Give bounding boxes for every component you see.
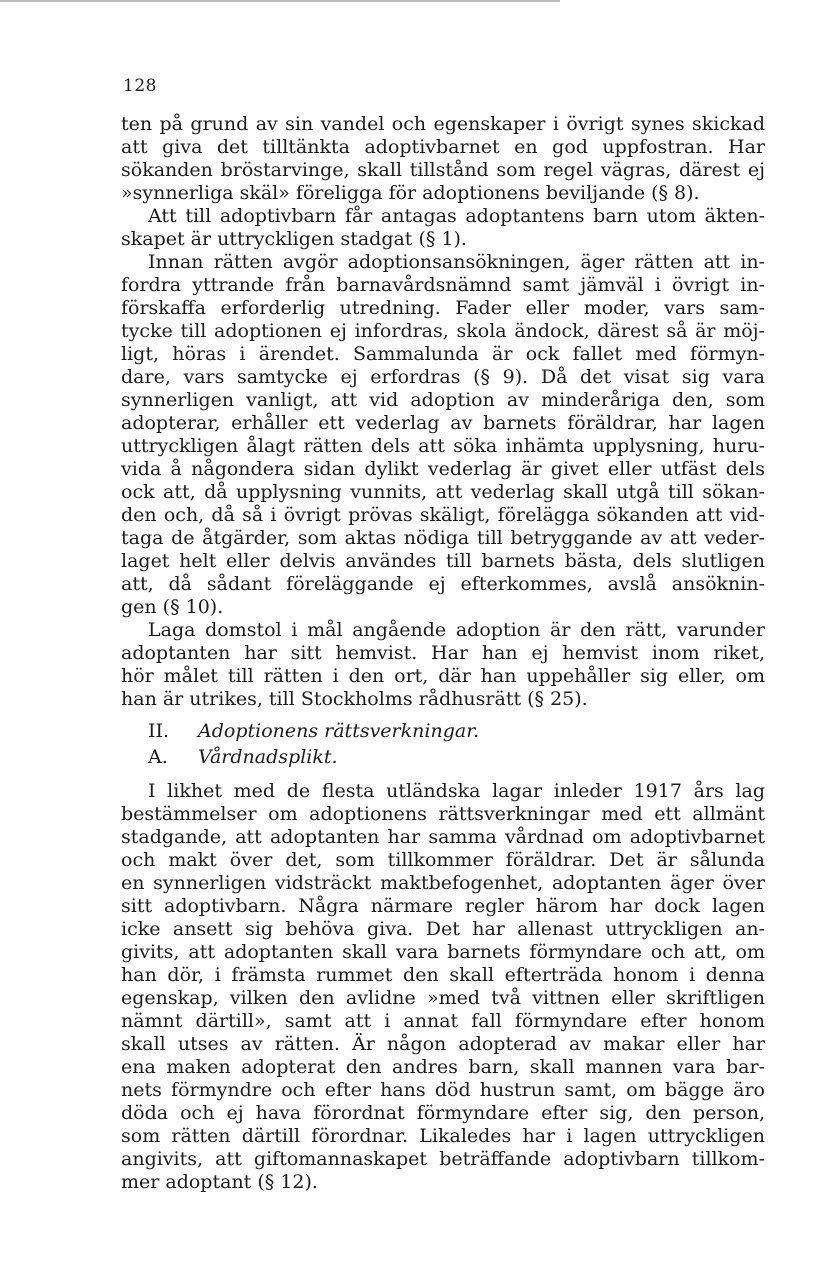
text-line: stadgande, att adoptanten har samma vårdnad om adoptivbarnet	[121, 826, 765, 848]
text-line: en synnerligen vidsträckt maktbefogenhet, adoptanten äger över	[121, 872, 765, 894]
section-heading	[121, 718, 765, 744]
text-line: ena maken adopterat den andres barn, skall mannen vara bar-	[121, 1056, 765, 1078]
text-line: Innan rätten avgör adoptionsansökningen, äger rätten att in-	[148, 251, 765, 273]
text-line: »synnerliga skäl» föreligga för adoptionens beviljande (§ 8).	[121, 182, 700, 204]
text-line: angivits, att giftomannaskapet beträffande adoptivbarn tillkom-	[121, 1148, 765, 1170]
text-line: skapet är uttryckligen stadgat (§ 1).	[121, 228, 467, 250]
text-line: fordra yttrande från barnavårdsnämnd samt jämväl i övrigt in-	[121, 274, 765, 296]
body-text	[121, 113, 765, 1194]
text-line: Laga domstol i mål angående adoption är den rätt, varunder	[148, 619, 765, 641]
subsection-heading	[121, 744, 765, 770]
text-line: han är utrikes, till Stockholms rådhusrätt (§ 25).	[121, 688, 588, 710]
subsection-letter: A.	[148, 746, 168, 768]
text-line: sitt adoptivbarn. Några närmare regler härom har dock lagen	[121, 895, 765, 917]
text-line: mer adoptant (§ 12).	[121, 1171, 318, 1193]
paragraph	[121, 780, 765, 1194]
paragraph	[121, 251, 765, 619]
text-line: adopterar, erhåller ett vederlag av barnets föräldrar, har lagen	[121, 412, 765, 434]
text-line: egenskap, vilken den avlidne »med två vittnen eller skriftligen	[121, 987, 765, 1009]
text-line: laget helt eller delvis användes till barnets bästa, dels slutligen	[121, 550, 765, 572]
text-line: givits, att adoptanten skall vara barnets förmyndare och att, om	[121, 941, 765, 963]
text-line: adoptanten har sitt hemvist. Har han ej hemvist inom riket,	[121, 642, 765, 664]
paragraph	[121, 619, 765, 711]
text-line: nets förmyndre och efter hans död hustrun samt, om bägge äro	[121, 1079, 765, 1101]
text-line: som rätten därtill förordnar. Likaledes har i lagen uttryckligen	[121, 1125, 765, 1147]
text-line: förskaffa erforderlig utredning. Fader eller moder, vars sam-	[121, 297, 765, 319]
text-line: bestämmelser om adoptionens rättsverkningar med ett allmänt	[121, 803, 765, 825]
text-line: döda och ej hava förordnat förmyndare efter sig, den person,	[121, 1102, 765, 1124]
section-number: II.	[148, 720, 170, 742]
text-line: taga de åtgärder, som aktas nödiga till betryggande av att veder-	[121, 527, 765, 549]
text-line: ten på grund av sin vandel och egenskaper i övrigt synes skickad	[121, 113, 765, 135]
paragraph	[121, 113, 765, 205]
text-line: I likhet med de flesta utländska lagar inleder 1917 års lag	[148, 780, 765, 802]
top-edge-rule	[0, 0, 560, 2]
text-line: vida å någondera sidan dylikt vederlag är givet eller utfäst dels	[121, 458, 765, 480]
text-line: gen (§ 10).	[121, 596, 224, 618]
text-line: synnerligen vanligt, att vid adoption av minderåriga den, som	[121, 389, 765, 411]
paragraph	[121, 205, 765, 251]
text-line: att giva det tilltänkta adoptivbarnet en god uppfostran. Har	[121, 136, 765, 158]
text-line: Att till adoptivbarn får antagas adoptantens barn utom äkten-	[148, 205, 765, 227]
text-line: hör målet till rätten i den ort, där han uppehåller sig eller, om	[121, 665, 765, 687]
section-title: Adoptionens rättsverkningar.	[198, 720, 480, 742]
page-number: 128	[123, 76, 157, 96]
text-line: att, då sådant föreläggande ej efterkommes, avslå ansöknin-	[121, 573, 765, 595]
text-line: sökanden bröstarvinge, skall tillstånd som regel vägras, därest ej	[121, 159, 765, 181]
text-line: icke ansett sig behöva giva. Det har allenast uttryckligen an-	[121, 918, 765, 940]
text-line: ligt, höras i ärendet. Sammalunda är ock fallet med förmyn-	[121, 343, 765, 365]
text-line: tycke till adoptionen ej infordras, skola ändock, därest så är möj-	[121, 320, 765, 342]
text-line: ock att, då upplysning vunnits, att vederlag skall utgå till sökan-	[121, 481, 765, 503]
text-line: skall utses av rätten. Är någon adopterad av makar eller har	[121, 1033, 765, 1055]
text-line: han dör, i främsta rummet den skall efterträda honom i denna	[121, 964, 765, 986]
text-line: nämnt därtill», samt att i annat fall förmyndare efter honom	[121, 1010, 765, 1032]
text-line: uttryckligen ålagt rätten dels att söka inhämta upplysning, huru-	[121, 435, 765, 457]
subsection-title: Vårdnadsplikt.	[198, 746, 338, 768]
text-line: den och, då så i övrigt prövas skäligt, förelägga sökanden att vid-	[121, 504, 765, 526]
text-line: dare, vars samtycke ej erfordras (§ 9). Då det visat sig vara	[121, 366, 765, 388]
text-line: och makt över det, som tillkommer föräldrar. Det är sålunda	[121, 849, 765, 871]
